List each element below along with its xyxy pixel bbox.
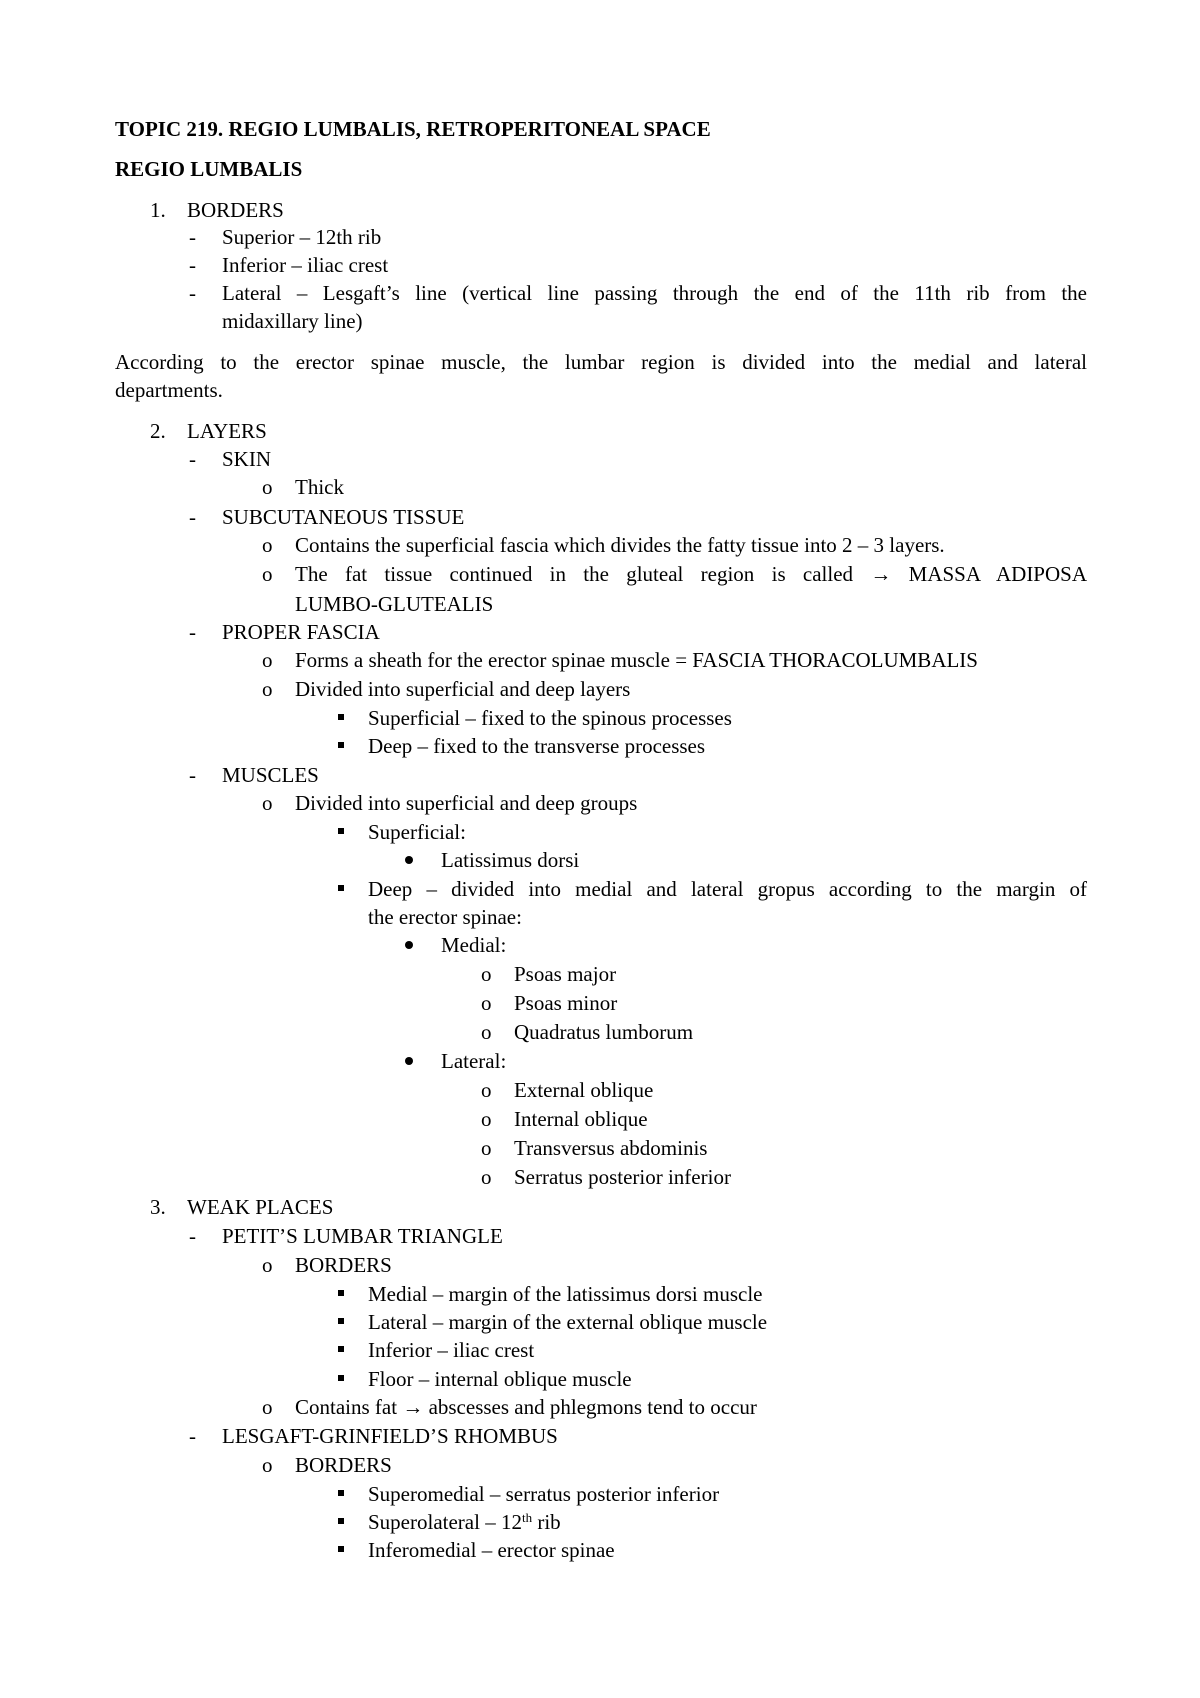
circle-bullet: o bbox=[262, 533, 273, 557]
border-inferior: Inferior – iliac crest bbox=[222, 253, 389, 277]
paragraph-line1: According to the erector spinae muscle, the lumbar region is divided into the medial and lateral bbox=[115, 350, 1087, 374]
circle-bullet: o bbox=[262, 562, 273, 586]
dot-bullet bbox=[405, 941, 413, 949]
square-bullet bbox=[338, 742, 344, 748]
muscles-superficial: Superficial: bbox=[368, 820, 466, 844]
square-bullet bbox=[338, 1346, 344, 1352]
square-bullet bbox=[338, 1318, 344, 1324]
section-title: REGIO LUMBALIS bbox=[115, 157, 303, 181]
lesgaft-superomedial: Superomedial – serratus posterior inferior bbox=[368, 1482, 720, 1506]
proper-item-1: Forms a sheath for the erector spinae muscle = FASCIA THORACOLUMBALIS bbox=[295, 648, 978, 672]
weak-petit: PETIT’S LUMBAR TRIANGLE bbox=[222, 1224, 503, 1248]
muscles-deep-line2: the erector spinae: bbox=[368, 905, 522, 929]
square-bullet bbox=[338, 1375, 344, 1381]
square-bullet bbox=[338, 714, 344, 720]
dash-bullet: - bbox=[189, 225, 196, 249]
muscles-item-1: Divided into superficial and deep groups bbox=[295, 791, 638, 815]
muscles-deep-line1: Deep – divided into medial and lateral gropus according to the margin of bbox=[368, 877, 1087, 901]
subcut-item-2-line2: LUMBO-GLUTEALIS bbox=[295, 592, 494, 616]
circle-bullet: o bbox=[481, 1165, 492, 1189]
dot-bullet bbox=[405, 1057, 413, 1065]
muscle-psoas-minor: Psoas minor bbox=[514, 991, 618, 1015]
circle-bullet: o bbox=[262, 1453, 273, 1477]
square-bullet bbox=[338, 1490, 344, 1496]
circle-bullet: o bbox=[481, 1136, 492, 1160]
document-title: TOPIC 219. REGIO LUMBALIS, RETROPERITONEAL SPACE bbox=[115, 117, 711, 141]
circle-bullet: o bbox=[262, 475, 273, 499]
list-number-3: 3. bbox=[150, 1195, 166, 1219]
weak-lesgaft: LESGAFT-GRINFIELD’S RHOMBUS bbox=[222, 1424, 558, 1448]
layer-subcutaneous: SUBCUTANEOUS TISSUE bbox=[222, 505, 465, 529]
lesgaft-superolateral bbox=[368, 1508, 561, 1536]
square-bullet bbox=[338, 828, 344, 834]
dash-bullet: - bbox=[189, 253, 196, 277]
circle-bullet: o bbox=[481, 1107, 492, 1131]
muscle-serratus: Serratus posterior inferior bbox=[514, 1165, 731, 1189]
muscle-psoas-major: Psoas major bbox=[514, 962, 617, 986]
deep-medial: Medial: bbox=[441, 933, 507, 957]
petit-lateral: Lateral – margin of the external oblique muscle bbox=[368, 1310, 768, 1334]
dash-bullet: - bbox=[189, 1224, 196, 1248]
border-lateral-line1: Lateral – Lesgaft’s line (vertical line passing through the end of the 11th rib from the bbox=[222, 281, 1087, 305]
petit-inferior: Inferior – iliac crest bbox=[368, 1338, 535, 1362]
muscle-latissimus: Latissimus dorsi bbox=[441, 848, 580, 872]
heading-weak-places: WEAK PLACES bbox=[187, 1195, 334, 1219]
circle-bullet: o bbox=[481, 1020, 492, 1044]
circle-bullet: o bbox=[262, 791, 273, 815]
heading-borders: BORDERS bbox=[187, 198, 284, 222]
superolateral-rib: rib bbox=[532, 1510, 561, 1534]
square-bullet bbox=[338, 1546, 344, 1552]
circle-bullet: o bbox=[262, 1395, 273, 1419]
circle-bullet: o bbox=[481, 991, 492, 1015]
superolateral-text: Superolateral – 12 bbox=[368, 1510, 522, 1534]
circle-bullet: o bbox=[481, 1078, 492, 1102]
dash-bullet: - bbox=[189, 281, 196, 305]
layer-muscles: MUSCLES bbox=[222, 763, 319, 787]
skin-thick: Thick bbox=[295, 475, 344, 499]
muscle-quadratus: Quadratus lumborum bbox=[514, 1020, 694, 1044]
border-lateral-line2: midaxillary line) bbox=[222, 309, 363, 333]
square-bullet bbox=[338, 885, 344, 891]
heading-layers: LAYERS bbox=[187, 419, 267, 443]
list-number-2: 2. bbox=[150, 419, 166, 443]
subcut-item-1: Contains the superficial fascia which divides the fatty tissue into 2 – 3 layers. bbox=[295, 533, 945, 557]
petit-floor: Floor – internal oblique muscle bbox=[368, 1367, 632, 1391]
dash-bullet: - bbox=[189, 620, 196, 644]
subcut-item-2-line1: The fat tissue continued in the gluteal region is called → MASSA ADIPOSA bbox=[295, 562, 1087, 586]
dot-bullet bbox=[405, 856, 413, 864]
circle-bullet: o bbox=[481, 962, 492, 986]
superscript-th: th bbox=[521, 1510, 533, 1525]
dash-bullet: - bbox=[189, 763, 196, 787]
paragraph-line2: departments. bbox=[115, 378, 223, 402]
layer-proper-fascia: PROPER FASCIA bbox=[222, 620, 380, 644]
muscle-external-oblique: External oblique bbox=[514, 1078, 654, 1102]
petit-borders: BORDERS bbox=[295, 1253, 392, 1277]
circle-bullet: o bbox=[262, 648, 273, 672]
dash-bullet: - bbox=[189, 505, 196, 529]
petit-medial: Medial – margin of the latissimus dorsi muscle bbox=[368, 1282, 763, 1306]
square-bullet bbox=[338, 1518, 344, 1524]
layer-skin: SKIN bbox=[222, 447, 272, 471]
proper-item-2: Divided into superficial and deep layers bbox=[295, 677, 631, 701]
list-number-1: 1. bbox=[150, 198, 166, 222]
border-superior: Superior – 12th rib bbox=[222, 225, 382, 249]
proper-superficial: Superficial – fixed to the spinous processes bbox=[368, 706, 732, 730]
dash-bullet: - bbox=[189, 1424, 196, 1448]
dash-bullet: - bbox=[189, 447, 196, 471]
circle-bullet: o bbox=[262, 1253, 273, 1277]
proper-deep: Deep – fixed to the transverse processes bbox=[368, 734, 706, 758]
lesgaft-borders: BORDERS bbox=[295, 1453, 392, 1477]
deep-lateral: Lateral: bbox=[441, 1049, 507, 1073]
lesgaft-inferomedial: Inferomedial – erector spinae bbox=[368, 1538, 615, 1562]
muscle-internal-oblique: Internal oblique bbox=[514, 1107, 648, 1131]
square-bullet bbox=[338, 1290, 344, 1296]
circle-bullet: o bbox=[262, 677, 273, 701]
petit-contains: Contains fat → abscesses and phlegmons tend to occur bbox=[295, 1395, 757, 1419]
muscle-transversus: Transversus abdominis bbox=[514, 1136, 708, 1160]
